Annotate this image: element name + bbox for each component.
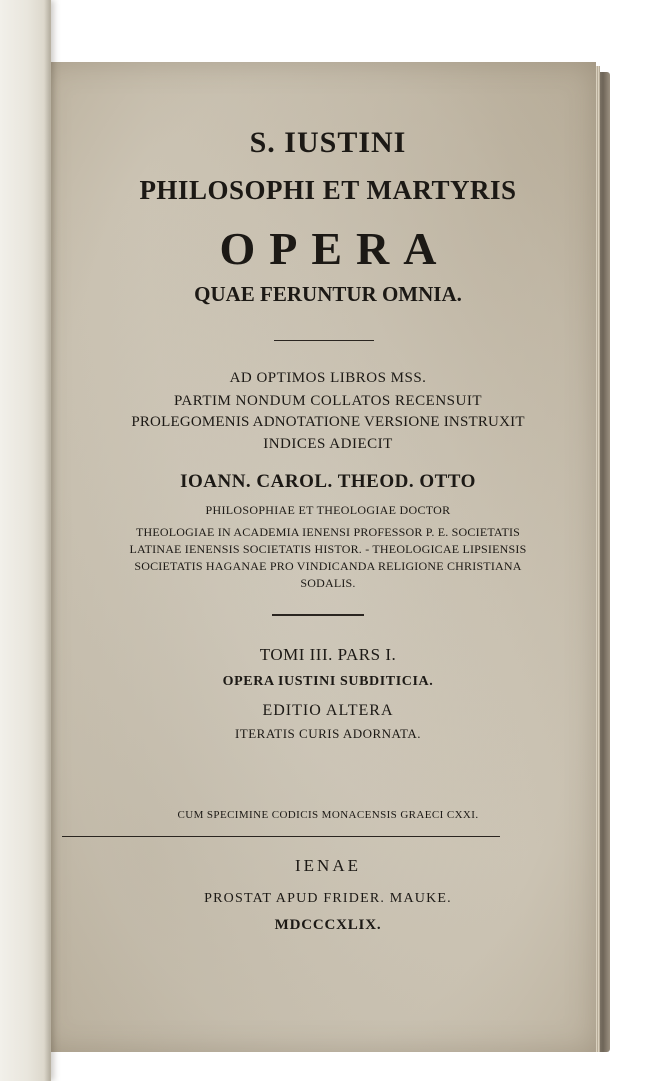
edition-label: EDITIO ALTERA <box>262 702 394 719</box>
editor-name: IOANN. CAROL. THEOD. OTTO <box>180 471 476 492</box>
divider-rule-2 <box>272 614 364 616</box>
editor-position-4: SODALIS. <box>300 576 356 590</box>
author-epithet-line: PHILOSOPHI ET MARTYRIS <box>139 175 517 205</box>
editor-position-1: THEOLOGIAE IN ACADEMIA IENENSI PROFESSOR P. E. SOCIETATIS <box>135 525 521 539</box>
specimen-line: CUM SPECIMINE CODICIS MONACENSIS GRAECI CXXI. <box>177 809 479 821</box>
edition-line-2: PARTIM NONDUM COLLATOS RECENSUIT <box>173 393 483 409</box>
editor-position-3: SOCIETATIS HAGANAE PRO VINDICANDA RELIGIONE CHRISTIANA <box>134 559 522 573</box>
editor-degree: PHILOSOPHIAE ET THEOLOGIAE DOCTOR <box>205 503 451 517</box>
edition-line-3: PROLEGOMENIS ADNOTATIONE VERSIONE INSTRUXIT <box>131 414 525 430</box>
edition-line-1: AD OPTIMOS LIBROS MSS. <box>229 370 427 386</box>
work-title: OPERA <box>219 223 451 274</box>
divider-rule-3 <box>62 836 500 837</box>
publisher-line: PROSTAT APUD FRIDER. MAUKE. <box>204 891 452 906</box>
title-page <box>40 62 596 1052</box>
author-line: S. IUSTINI <box>249 126 407 159</box>
volume-line: TOMI III. PARS I. <box>259 645 397 664</box>
editor-position-2: LATINAE IENENSIS SOCIETATIS HISTOR. - THEOLOGICAE LIPSIENSIS <box>129 542 527 556</box>
volume-title: OPERA IUSTINI SUBDITICIA. <box>222 674 434 689</box>
edition-line-4: INDICES ADIECIT <box>263 436 393 452</box>
year-line: MDCCCXLIX. <box>274 917 382 933</box>
edition-note: ITERATIS CURIS ADORNATA. <box>234 726 422 741</box>
divider-rule-1 <box>274 340 374 341</box>
turned-left-leaf <box>0 0 51 1081</box>
place-line: IENAE <box>295 856 361 875</box>
work-subtitle: QUAE FERUNTUR OMNIA. <box>194 282 462 306</box>
